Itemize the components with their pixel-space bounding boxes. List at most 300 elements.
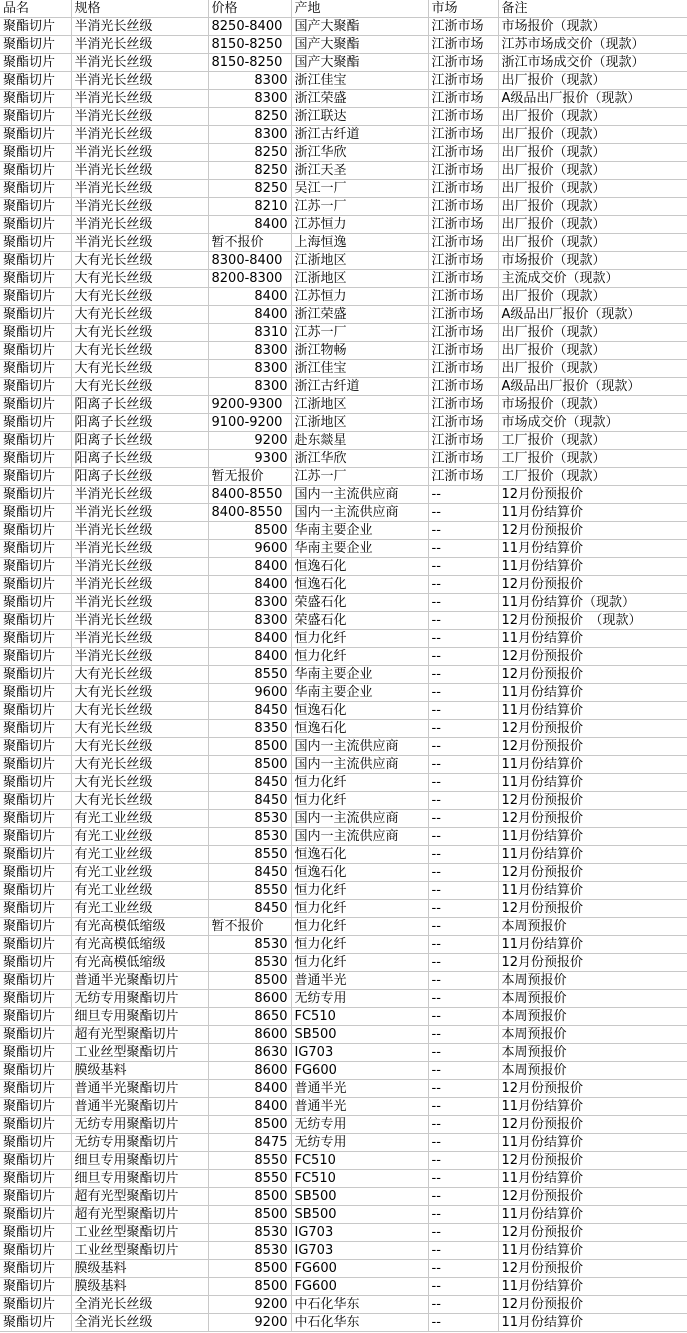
cell-market[interactable]: -- — [428, 1008, 498, 1026]
cell-market[interactable]: 江浙市场 — [428, 72, 498, 90]
cell-market[interactable]: -- — [428, 1260, 498, 1278]
cell-remark[interactable]: 出厂报价（现款） — [498, 126, 687, 144]
cell-product-name[interactable]: 聚酯切片 — [0, 792, 71, 810]
cell-spec[interactable]: 细旦专用聚酯切片 — [71, 1170, 208, 1188]
cell-market[interactable]: 江浙市场 — [428, 324, 498, 342]
cell-market[interactable]: -- — [428, 864, 498, 882]
cell-spec[interactable]: 半消光长丝级 — [71, 126, 208, 144]
cell-origin[interactable]: 国内一主流供应商 — [291, 486, 428, 504]
cell-price[interactable]: 8500 — [208, 522, 291, 540]
cell-remark[interactable]: 11月份结算价 — [498, 828, 687, 846]
cell-market[interactable]: -- — [428, 1026, 498, 1044]
cell-remark[interactable]: 市场成交价（现款） — [498, 414, 687, 432]
cell-spec[interactable]: 膜级基料 — [71, 1260, 208, 1278]
cell-product-name[interactable]: 聚酯切片 — [0, 162, 71, 180]
cell-origin[interactable]: FC510 — [291, 1008, 428, 1026]
cell-remark[interactable]: 出厂报价（现款） — [498, 342, 687, 360]
cell-spec[interactable]: 超有光型聚酯切片 — [71, 1206, 208, 1224]
cell-market[interactable]: -- — [428, 900, 498, 918]
cell-spec[interactable]: 半消光长丝级 — [71, 504, 208, 522]
cell-product-name[interactable]: 聚酯切片 — [0, 198, 71, 216]
cell-price[interactable]: 8300 — [208, 378, 291, 396]
cell-spec[interactable]: 大有光长丝级 — [71, 324, 208, 342]
cell-remark[interactable]: 本周预报价 — [498, 1062, 687, 1080]
cell-product-name[interactable]: 聚酯切片 — [0, 1008, 71, 1026]
cell-remark[interactable]: 11月份结算价 — [498, 1278, 687, 1296]
cell-spec[interactable]: 阳离子长丝级 — [71, 468, 208, 486]
cell-product-name[interactable]: 聚酯切片 — [0, 342, 71, 360]
cell-product-name[interactable]: 聚酯切片 — [0, 306, 71, 324]
cell-market[interactable]: -- — [428, 1116, 498, 1134]
cell-spec[interactable]: 半消光长丝级 — [71, 234, 208, 252]
cell-remark[interactable]: 出厂报价（现款） — [498, 288, 687, 306]
cell-origin[interactable]: 恒逸石化 — [291, 846, 428, 864]
cell-price[interactable]: 8530 — [208, 936, 291, 954]
cell-market[interactable]: -- — [428, 972, 498, 990]
cell-origin[interactable]: 恒逸石化 — [291, 558, 428, 576]
cell-market[interactable]: -- — [428, 594, 498, 612]
cell-remark[interactable]: 出厂报价（现款） — [498, 234, 687, 252]
cell-spec[interactable]: 大有光长丝级 — [71, 360, 208, 378]
cell-market[interactable]: -- — [428, 1044, 498, 1062]
cell-market[interactable]: -- — [428, 1314, 498, 1332]
cell-price[interactable]: 9300 — [208, 450, 291, 468]
cell-product-name[interactable]: 聚酯切片 — [0, 72, 71, 90]
cell-origin[interactable]: FG600 — [291, 1278, 428, 1296]
cell-origin[interactable]: 恒力化纤 — [291, 630, 428, 648]
cell-price[interactable]: 9600 — [208, 540, 291, 558]
cell-market[interactable]: 江浙市场 — [428, 378, 498, 396]
cell-origin[interactable]: 无纺专用 — [291, 1116, 428, 1134]
cell-origin[interactable]: 恒逸石化 — [291, 576, 428, 594]
cell-price[interactable]: 9200 — [208, 1314, 291, 1332]
cell-origin[interactable]: 国内一主流供应商 — [291, 810, 428, 828]
cell-price[interactable]: 8150-8250 — [208, 36, 291, 54]
cell-price[interactable]: 8400 — [208, 306, 291, 324]
cell-product-name[interactable]: 聚酯切片 — [0, 720, 71, 738]
cell-remark[interactable]: 市场报价（现款） — [498, 18, 687, 36]
cell-product-name[interactable]: 聚酯切片 — [0, 1080, 71, 1098]
cell-origin[interactable]: 赴东燚星 — [291, 432, 428, 450]
cell-origin[interactable]: 江苏一厂 — [291, 198, 428, 216]
cell-spec[interactable]: 大有光长丝级 — [71, 738, 208, 756]
cell-remark[interactable]: 出厂报价（现款） — [498, 198, 687, 216]
cell-market[interactable]: 江浙市场 — [428, 180, 498, 198]
cell-origin[interactable]: 华南主要企业 — [291, 666, 428, 684]
header-market[interactable]: 市场 — [428, 0, 498, 18]
cell-market[interactable]: 江浙市场 — [428, 198, 498, 216]
cell-remark[interactable]: 12月份预报价 — [498, 1152, 687, 1170]
cell-product-name[interactable]: 聚酯切片 — [0, 450, 71, 468]
cell-market[interactable]: 江浙市场 — [428, 90, 498, 108]
cell-price[interactable]: 9200 — [208, 1296, 291, 1314]
cell-origin[interactable]: 江浙地区 — [291, 252, 428, 270]
cell-remark[interactable]: 本周预报价 — [498, 1008, 687, 1026]
cell-remark[interactable]: 11月份结算价 — [498, 702, 687, 720]
cell-price[interactable]: 8530 — [208, 954, 291, 972]
cell-market[interactable]: -- — [428, 1080, 498, 1098]
cell-remark[interactable]: 出厂报价（现款） — [498, 324, 687, 342]
cell-spec[interactable]: 半消光长丝级 — [71, 108, 208, 126]
cell-market[interactable]: 江浙市场 — [428, 288, 498, 306]
cell-spec[interactable]: 无纺专用聚酯切片 — [71, 1116, 208, 1134]
cell-spec[interactable]: 半消光长丝级 — [71, 198, 208, 216]
cell-product-name[interactable]: 聚酯切片 — [0, 900, 71, 918]
cell-market[interactable]: -- — [428, 828, 498, 846]
cell-market[interactable]: 江浙市场 — [428, 144, 498, 162]
cell-spec[interactable]: 大有光长丝级 — [71, 684, 208, 702]
cell-product-name[interactable]: 聚酯切片 — [0, 18, 71, 36]
cell-product-name[interactable]: 聚酯切片 — [0, 1116, 71, 1134]
cell-price[interactable]: 8400 — [208, 216, 291, 234]
cell-remark[interactable]: 11月份结算价 — [498, 1314, 687, 1332]
cell-product-name[interactable]: 聚酯切片 — [0, 468, 71, 486]
cell-market[interactable]: -- — [428, 612, 498, 630]
cell-price[interactable]: 8300 — [208, 90, 291, 108]
cell-market[interactable]: 江浙市场 — [428, 270, 498, 288]
cell-market[interactable]: -- — [428, 558, 498, 576]
cell-product-name[interactable]: 聚酯切片 — [0, 1026, 71, 1044]
cell-remark[interactable]: A级品出厂报价（现款） — [498, 378, 687, 396]
cell-product-name[interactable]: 聚酯切片 — [0, 684, 71, 702]
cell-product-name[interactable]: 聚酯切片 — [0, 396, 71, 414]
cell-product-name[interactable]: 聚酯切片 — [0, 774, 71, 792]
cell-origin[interactable]: 恒逸石化 — [291, 720, 428, 738]
cell-spec[interactable]: 半消光长丝级 — [71, 72, 208, 90]
cell-origin[interactable]: 浙江佳宝 — [291, 72, 428, 90]
cell-remark[interactable]: 12月份预报价 — [498, 576, 687, 594]
cell-remark[interactable]: 11月份结算价 — [498, 558, 687, 576]
cell-price[interactable]: 8400-8550 — [208, 486, 291, 504]
cell-market[interactable]: 江浙市场 — [428, 108, 498, 126]
cell-price[interactable]: 8630 — [208, 1044, 291, 1062]
cell-origin[interactable]: 江浙地区 — [291, 270, 428, 288]
cell-remark[interactable]: 出厂报价（现款） — [498, 180, 687, 198]
cell-remark[interactable]: 工厂报价（现款） — [498, 468, 687, 486]
cell-origin[interactable]: 浙江华欣 — [291, 144, 428, 162]
cell-spec[interactable]: 工业丝型聚酯切片 — [71, 1224, 208, 1242]
cell-product-name[interactable]: 聚酯切片 — [0, 1224, 71, 1242]
header-spec[interactable]: 规格 — [71, 0, 208, 18]
cell-origin[interactable]: 恒力化纤 — [291, 882, 428, 900]
cell-product-name[interactable]: 聚酯切片 — [0, 594, 71, 612]
cell-remark[interactable]: 本周预报价 — [498, 1026, 687, 1044]
cell-origin[interactable]: 国内一主流供应商 — [291, 504, 428, 522]
cell-spec[interactable]: 阳离子长丝级 — [71, 432, 208, 450]
cell-market[interactable]: 江浙市场 — [428, 162, 498, 180]
cell-market[interactable]: 江浙市场 — [428, 450, 498, 468]
cell-product-name[interactable]: 聚酯切片 — [0, 1062, 71, 1080]
cell-price[interactable]: 8210 — [208, 198, 291, 216]
cell-market[interactable]: 江浙市场 — [428, 36, 498, 54]
cell-price[interactable]: 8400-8550 — [208, 504, 291, 522]
cell-origin[interactable]: 普通半光 — [291, 1080, 428, 1098]
cell-market[interactable]: -- — [428, 738, 498, 756]
cell-price[interactable]: 8150-8250 — [208, 54, 291, 72]
cell-product-name[interactable]: 聚酯切片 — [0, 1098, 71, 1116]
cell-origin[interactable]: 普通半光 — [291, 972, 428, 990]
cell-market[interactable]: 江浙市场 — [428, 54, 498, 72]
cell-price[interactable]: 8400 — [208, 576, 291, 594]
cell-origin[interactable]: 浙江联达 — [291, 108, 428, 126]
cell-remark[interactable]: 市场报价（现款） — [498, 252, 687, 270]
cell-price[interactable]: 9200 — [208, 432, 291, 450]
cell-price[interactable]: 暂不报价 — [208, 234, 291, 252]
header-product-name[interactable]: 品名 — [0, 0, 71, 18]
cell-market[interactable]: -- — [428, 1206, 498, 1224]
cell-price[interactable]: 8300 — [208, 72, 291, 90]
cell-price[interactable]: 8300 — [208, 612, 291, 630]
cell-market[interactable]: -- — [428, 522, 498, 540]
cell-product-name[interactable]: 聚酯切片 — [0, 1314, 71, 1332]
cell-remark[interactable]: 11月份结算价 — [498, 936, 687, 954]
cell-price[interactable]: 8500 — [208, 1260, 291, 1278]
cell-spec[interactable]: 有光高模低缩级 — [71, 954, 208, 972]
cell-remark[interactable]: 12月份预报价 — [498, 648, 687, 666]
cell-price[interactable]: 8600 — [208, 1026, 291, 1044]
cell-spec[interactable]: 无纺专用聚酯切片 — [71, 1134, 208, 1152]
cell-origin[interactable]: 国产大聚酯 — [291, 18, 428, 36]
cell-product-name[interactable]: 聚酯切片 — [0, 954, 71, 972]
cell-price[interactable]: 8400 — [208, 558, 291, 576]
cell-spec[interactable]: 阳离子长丝级 — [71, 414, 208, 432]
cell-price[interactable]: 8300-8400 — [208, 252, 291, 270]
cell-remark[interactable]: 主流成交价（现款） — [498, 270, 687, 288]
cell-remark[interactable]: 12月份预报价 — [498, 1260, 687, 1278]
cell-spec[interactable]: 半消光长丝级 — [71, 630, 208, 648]
cell-remark[interactable]: 11月份结算价 — [498, 756, 687, 774]
cell-market[interactable]: -- — [428, 648, 498, 666]
cell-spec[interactable]: 有光高模低缩级 — [71, 918, 208, 936]
cell-spec[interactable]: 阳离子长丝级 — [71, 450, 208, 468]
cell-product-name[interactable]: 聚酯切片 — [0, 54, 71, 72]
cell-market[interactable]: -- — [428, 1242, 498, 1260]
cell-origin[interactable]: 恒力化纤 — [291, 900, 428, 918]
cell-product-name[interactable]: 聚酯切片 — [0, 144, 71, 162]
cell-product-name[interactable]: 聚酯切片 — [0, 108, 71, 126]
cell-price[interactable]: 8530 — [208, 1242, 291, 1260]
cell-origin[interactable]: 恒逸石化 — [291, 702, 428, 720]
cell-price[interactable]: 9600 — [208, 684, 291, 702]
cell-product-name[interactable]: 聚酯切片 — [0, 1134, 71, 1152]
cell-product-name[interactable]: 聚酯切片 — [0, 1170, 71, 1188]
cell-remark[interactable]: 本周预报价 — [498, 972, 687, 990]
cell-spec[interactable]: 工业丝型聚酯切片 — [71, 1044, 208, 1062]
cell-origin[interactable]: 恒力化纤 — [291, 954, 428, 972]
cell-price[interactable]: 8600 — [208, 990, 291, 1008]
cell-origin[interactable]: 江苏一厂 — [291, 468, 428, 486]
cell-origin[interactable]: 恒逸石化 — [291, 864, 428, 882]
cell-market[interactable]: -- — [428, 1152, 498, 1170]
cell-remark[interactable]: 工厂报价（现款） — [498, 432, 687, 450]
cell-origin[interactable]: 恒力化纤 — [291, 918, 428, 936]
cell-origin[interactable]: SB500 — [291, 1206, 428, 1224]
cell-product-name[interactable]: 聚酯切片 — [0, 522, 71, 540]
cell-price[interactable]: 8400 — [208, 630, 291, 648]
cell-market[interactable]: 江浙市场 — [428, 126, 498, 144]
cell-price[interactable]: 8550 — [208, 846, 291, 864]
cell-spec[interactable]: 全消光长丝级 — [71, 1296, 208, 1314]
cell-spec[interactable]: 阳离子长丝级 — [71, 396, 208, 414]
cell-spec[interactable]: 有光工业丝级 — [71, 882, 208, 900]
cell-remark[interactable]: 11月份结算价 — [498, 684, 687, 702]
cell-product-name[interactable]: 聚酯切片 — [0, 414, 71, 432]
cell-remark[interactable]: 12月份预报价 （现款） — [498, 612, 687, 630]
cell-price[interactable]: 8310 — [208, 324, 291, 342]
cell-origin[interactable]: 恒力化纤 — [291, 774, 428, 792]
cell-price[interactable]: 8300 — [208, 594, 291, 612]
cell-price[interactable]: 8250 — [208, 108, 291, 126]
cell-market[interactable]: -- — [428, 1278, 498, 1296]
cell-market[interactable]: -- — [428, 666, 498, 684]
cell-spec[interactable]: 半消光长丝级 — [71, 144, 208, 162]
cell-price[interactable]: 8400 — [208, 1080, 291, 1098]
cell-price[interactable]: 8450 — [208, 900, 291, 918]
cell-spec[interactable]: 超有光型聚酯切片 — [71, 1026, 208, 1044]
cell-product-name[interactable]: 聚酯切片 — [0, 1206, 71, 1224]
cell-price[interactable]: 8530 — [208, 1224, 291, 1242]
cell-product-name[interactable]: 聚酯切片 — [0, 810, 71, 828]
cell-product-name[interactable]: 聚酯切片 — [0, 918, 71, 936]
cell-origin[interactable]: 国内一主流供应商 — [291, 738, 428, 756]
cell-remark[interactable]: 12月份预报价 — [498, 666, 687, 684]
cell-remark[interactable]: 11月份结算价 — [498, 882, 687, 900]
cell-remark[interactable]: 12月份预报价 — [498, 864, 687, 882]
cell-spec[interactable]: 大有光长丝级 — [71, 702, 208, 720]
cell-origin[interactable]: 荣盛石化 — [291, 612, 428, 630]
cell-spec[interactable]: 半消光长丝级 — [71, 180, 208, 198]
cell-remark[interactable]: 出厂报价（现款） — [498, 108, 687, 126]
cell-remark[interactable]: 11月份结算价 — [498, 774, 687, 792]
cell-remark[interactable]: 出厂报价（现款） — [498, 72, 687, 90]
cell-spec[interactable]: 半消光长丝级 — [71, 486, 208, 504]
cell-price[interactable]: 8400 — [208, 288, 291, 306]
cell-remark[interactable]: 12月份预报价 — [498, 1224, 687, 1242]
cell-market[interactable]: 江浙市场 — [428, 216, 498, 234]
cell-price[interactable]: 8500 — [208, 1116, 291, 1134]
cell-origin[interactable]: 江苏恒力 — [291, 216, 428, 234]
cell-product-name[interactable]: 聚酯切片 — [0, 972, 71, 990]
cell-price[interactable]: 8450 — [208, 702, 291, 720]
cell-price[interactable]: 8500 — [208, 1188, 291, 1206]
cell-product-name[interactable]: 聚酯切片 — [0, 1260, 71, 1278]
cell-spec[interactable]: 大有光长丝级 — [71, 342, 208, 360]
cell-price[interactable]: 8300 — [208, 360, 291, 378]
cell-remark[interactable]: 12月份预报价 — [498, 900, 687, 918]
cell-origin[interactable]: 华南主要企业 — [291, 540, 428, 558]
cell-price[interactable]: 8530 — [208, 810, 291, 828]
cell-market[interactable]: -- — [428, 504, 498, 522]
cell-remark[interactable]: 12月份预报价 — [498, 738, 687, 756]
cell-remark[interactable]: 11月份结算价 — [498, 1206, 687, 1224]
cell-price[interactable]: 8250 — [208, 162, 291, 180]
cell-product-name[interactable]: 聚酯切片 — [0, 864, 71, 882]
cell-product-name[interactable]: 聚酯切片 — [0, 486, 71, 504]
cell-price[interactable]: 暂不报价 — [208, 918, 291, 936]
cell-market[interactable]: -- — [428, 1098, 498, 1116]
cell-origin[interactable]: 恒力化纤 — [291, 792, 428, 810]
cell-product-name[interactable]: 聚酯切片 — [0, 882, 71, 900]
cell-origin[interactable]: FC510 — [291, 1170, 428, 1188]
cell-remark[interactable]: 12月份预报价 — [498, 1188, 687, 1206]
cell-price[interactable]: 8450 — [208, 792, 291, 810]
cell-origin[interactable]: 无纺专用 — [291, 990, 428, 1008]
cell-spec[interactable]: 半消光长丝级 — [71, 90, 208, 108]
cell-spec[interactable]: 半消光长丝级 — [71, 522, 208, 540]
cell-origin[interactable]: IG703 — [291, 1224, 428, 1242]
cell-market[interactable]: -- — [428, 846, 498, 864]
cell-spec[interactable]: 半消光长丝级 — [71, 576, 208, 594]
cell-origin[interactable]: 恒力化纤 — [291, 648, 428, 666]
cell-product-name[interactable]: 聚酯切片 — [0, 90, 71, 108]
cell-origin[interactable]: 浙江古纤道 — [291, 378, 428, 396]
cell-spec[interactable]: 细旦专用聚酯切片 — [71, 1008, 208, 1026]
cell-spec[interactable]: 有光工业丝级 — [71, 846, 208, 864]
cell-origin[interactable]: 江浙地区 — [291, 396, 428, 414]
cell-product-name[interactable]: 聚酯切片 — [0, 558, 71, 576]
cell-price[interactable]: 8300 — [208, 126, 291, 144]
cell-product-name[interactable]: 聚酯切片 — [0, 756, 71, 774]
cell-price[interactable]: 8475 — [208, 1134, 291, 1152]
cell-price[interactable]: 8650 — [208, 1008, 291, 1026]
cell-product-name[interactable]: 聚酯切片 — [0, 846, 71, 864]
cell-remark[interactable]: 12月份预报价 — [498, 1296, 687, 1314]
cell-origin[interactable]: 浙江荣盛 — [291, 306, 428, 324]
cell-remark[interactable]: 11月份结算价 — [498, 1170, 687, 1188]
cell-price[interactable]: 8500 — [208, 972, 291, 990]
cell-price[interactable]: 8550 — [208, 882, 291, 900]
cell-product-name[interactable]: 聚酯切片 — [0, 378, 71, 396]
cell-price[interactable]: 9200-9300 — [208, 396, 291, 414]
cell-price[interactable]: 8300 — [208, 342, 291, 360]
cell-remark[interactable]: 江苏市场成交价（现款） — [498, 36, 687, 54]
cell-remark[interactable]: 12月份预报价 — [498, 522, 687, 540]
cell-market[interactable]: -- — [428, 882, 498, 900]
cell-product-name[interactable]: 聚酯切片 — [0, 630, 71, 648]
cell-market[interactable]: -- — [428, 936, 498, 954]
cell-product-name[interactable]: 聚酯切片 — [0, 1296, 71, 1314]
cell-product-name[interactable]: 聚酯切片 — [0, 180, 71, 198]
cell-market[interactable]: -- — [428, 792, 498, 810]
cell-remark[interactable]: 市场报价（现款） — [498, 396, 687, 414]
cell-spec[interactable]: 大有光长丝级 — [71, 756, 208, 774]
cell-remark[interactable]: 11月份结算价 — [498, 1134, 687, 1152]
cell-origin[interactable]: 江苏恒力 — [291, 288, 428, 306]
cell-price[interactable]: 8500 — [208, 1278, 291, 1296]
cell-remark[interactable]: 12月份预报价 — [498, 486, 687, 504]
cell-spec[interactable]: 半消光长丝级 — [71, 54, 208, 72]
cell-product-name[interactable]: 聚酯切片 — [0, 432, 71, 450]
cell-spec[interactable]: 全消光长丝级 — [71, 1314, 208, 1332]
cell-spec[interactable]: 有光工业丝级 — [71, 864, 208, 882]
cell-origin[interactable]: IG703 — [291, 1242, 428, 1260]
cell-price[interactable]: 8250-8400 — [208, 18, 291, 36]
cell-origin[interactable]: 浙江物畅 — [291, 342, 428, 360]
cell-product-name[interactable]: 聚酯切片 — [0, 360, 71, 378]
cell-remark[interactable]: 出厂报价（现款） — [498, 216, 687, 234]
cell-market[interactable]: -- — [428, 702, 498, 720]
cell-spec[interactable]: 有光高模低缩级 — [71, 936, 208, 954]
cell-market[interactable]: 江浙市场 — [428, 234, 498, 252]
cell-market[interactable]: -- — [428, 630, 498, 648]
cell-market[interactable]: -- — [428, 1062, 498, 1080]
cell-market[interactable]: -- — [428, 1224, 498, 1242]
cell-origin[interactable]: 国产大聚酯 — [291, 54, 428, 72]
cell-price[interactable]: 8250 — [208, 180, 291, 198]
cell-origin[interactable]: 中石化华东 — [291, 1296, 428, 1314]
cell-price[interactable]: 8450 — [208, 864, 291, 882]
cell-market[interactable]: -- — [428, 684, 498, 702]
